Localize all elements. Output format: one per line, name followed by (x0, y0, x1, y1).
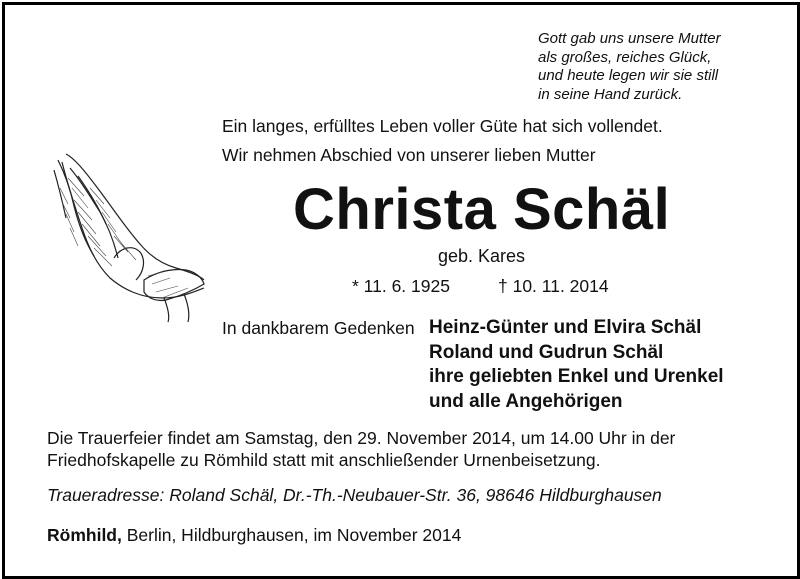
praying-hands-icon (44, 148, 208, 324)
birth-date: * 11. 6. 1925 (352, 276, 450, 296)
mourner-entry: Heinz-Günter und Elvira Schäl (429, 317, 702, 338)
mourning-label: In dankbarem Gedenken (222, 318, 415, 338)
funeral-line-2: Friedhofskapelle zu Römhild statt mit anschließender Urnenbeisetzung. (47, 450, 601, 470)
mourners-list (429, 316, 724, 414)
place-rest: Berlin, Hildburghausen, im November 2014 (121, 525, 462, 545)
place-city: Römhild, (47, 525, 122, 545)
poem-line: als großes, reiches Glück, (538, 48, 712, 66)
maiden-name: geb. Kares (438, 246, 526, 266)
intro-line-1: Ein langes, erfülltes Leben voller Güte hat sich vollendet. (222, 116, 663, 136)
death-date: † 10. 11. 2014 (498, 276, 609, 296)
mourning-address: Traueradresse: Roland Schäl, Dr.-Th.-Neubauer-Str. 36, 98646 Hildburghausen (47, 485, 662, 505)
mourner-entry: ihre geliebten Enkel und Urenkel (429, 366, 724, 387)
intro-line-2: Wir nehmen Abschied von unserer lieben Mutter (222, 145, 596, 165)
poem-line: und heute legen wir sie still (538, 67, 719, 84)
poem-line: Gott gab uns unsere Mutter (538, 30, 721, 47)
deceased-name: Christa Schäl (293, 177, 671, 242)
funeral-info (47, 427, 675, 471)
funeral-line-1: Die Trauerfeier findet am Samstag, den 29. November 2014, um 14.00 Uhr in der (47, 428, 676, 448)
poem-block (538, 30, 721, 104)
mourner-entry: und alle Angehörigen (429, 390, 623, 412)
mourner-entry: Roland und Gudrun Schäl (429, 341, 664, 363)
poem-line: in seine Hand zurück. (538, 85, 683, 103)
place-date-line (47, 525, 461, 546)
